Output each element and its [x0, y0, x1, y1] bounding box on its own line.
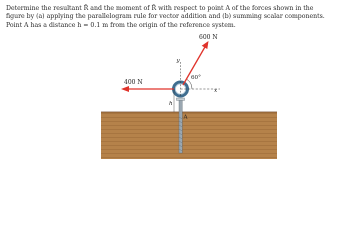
bolt-collar	[177, 98, 185, 100]
ground-block	[101, 112, 277, 159]
force-400-label: 400 N	[124, 79, 143, 86]
problem-line-1: Determine the resultant R̄ and the moment of R̄ with respect to point A of the forces shown in the	[6, 5, 314, 12]
y-axis-label: y	[176, 58, 180, 64]
point-a-label: A	[183, 114, 188, 121]
problem-line-2: figure by (a) applying the parallelogram rule for vector addition and (b) summing scalar components.	[6, 13, 325, 21]
x-axis-label: x	[214, 88, 218, 94]
height-label: h	[169, 101, 173, 107]
angle-label: 60°	[191, 75, 201, 81]
force-400-arrowhead	[121, 86, 129, 92]
force-600-label: 600 N	[199, 34, 218, 41]
problem-line-3: Point A has a distance h = 0.1 m from the origin of the reference system.	[6, 21, 236, 29]
